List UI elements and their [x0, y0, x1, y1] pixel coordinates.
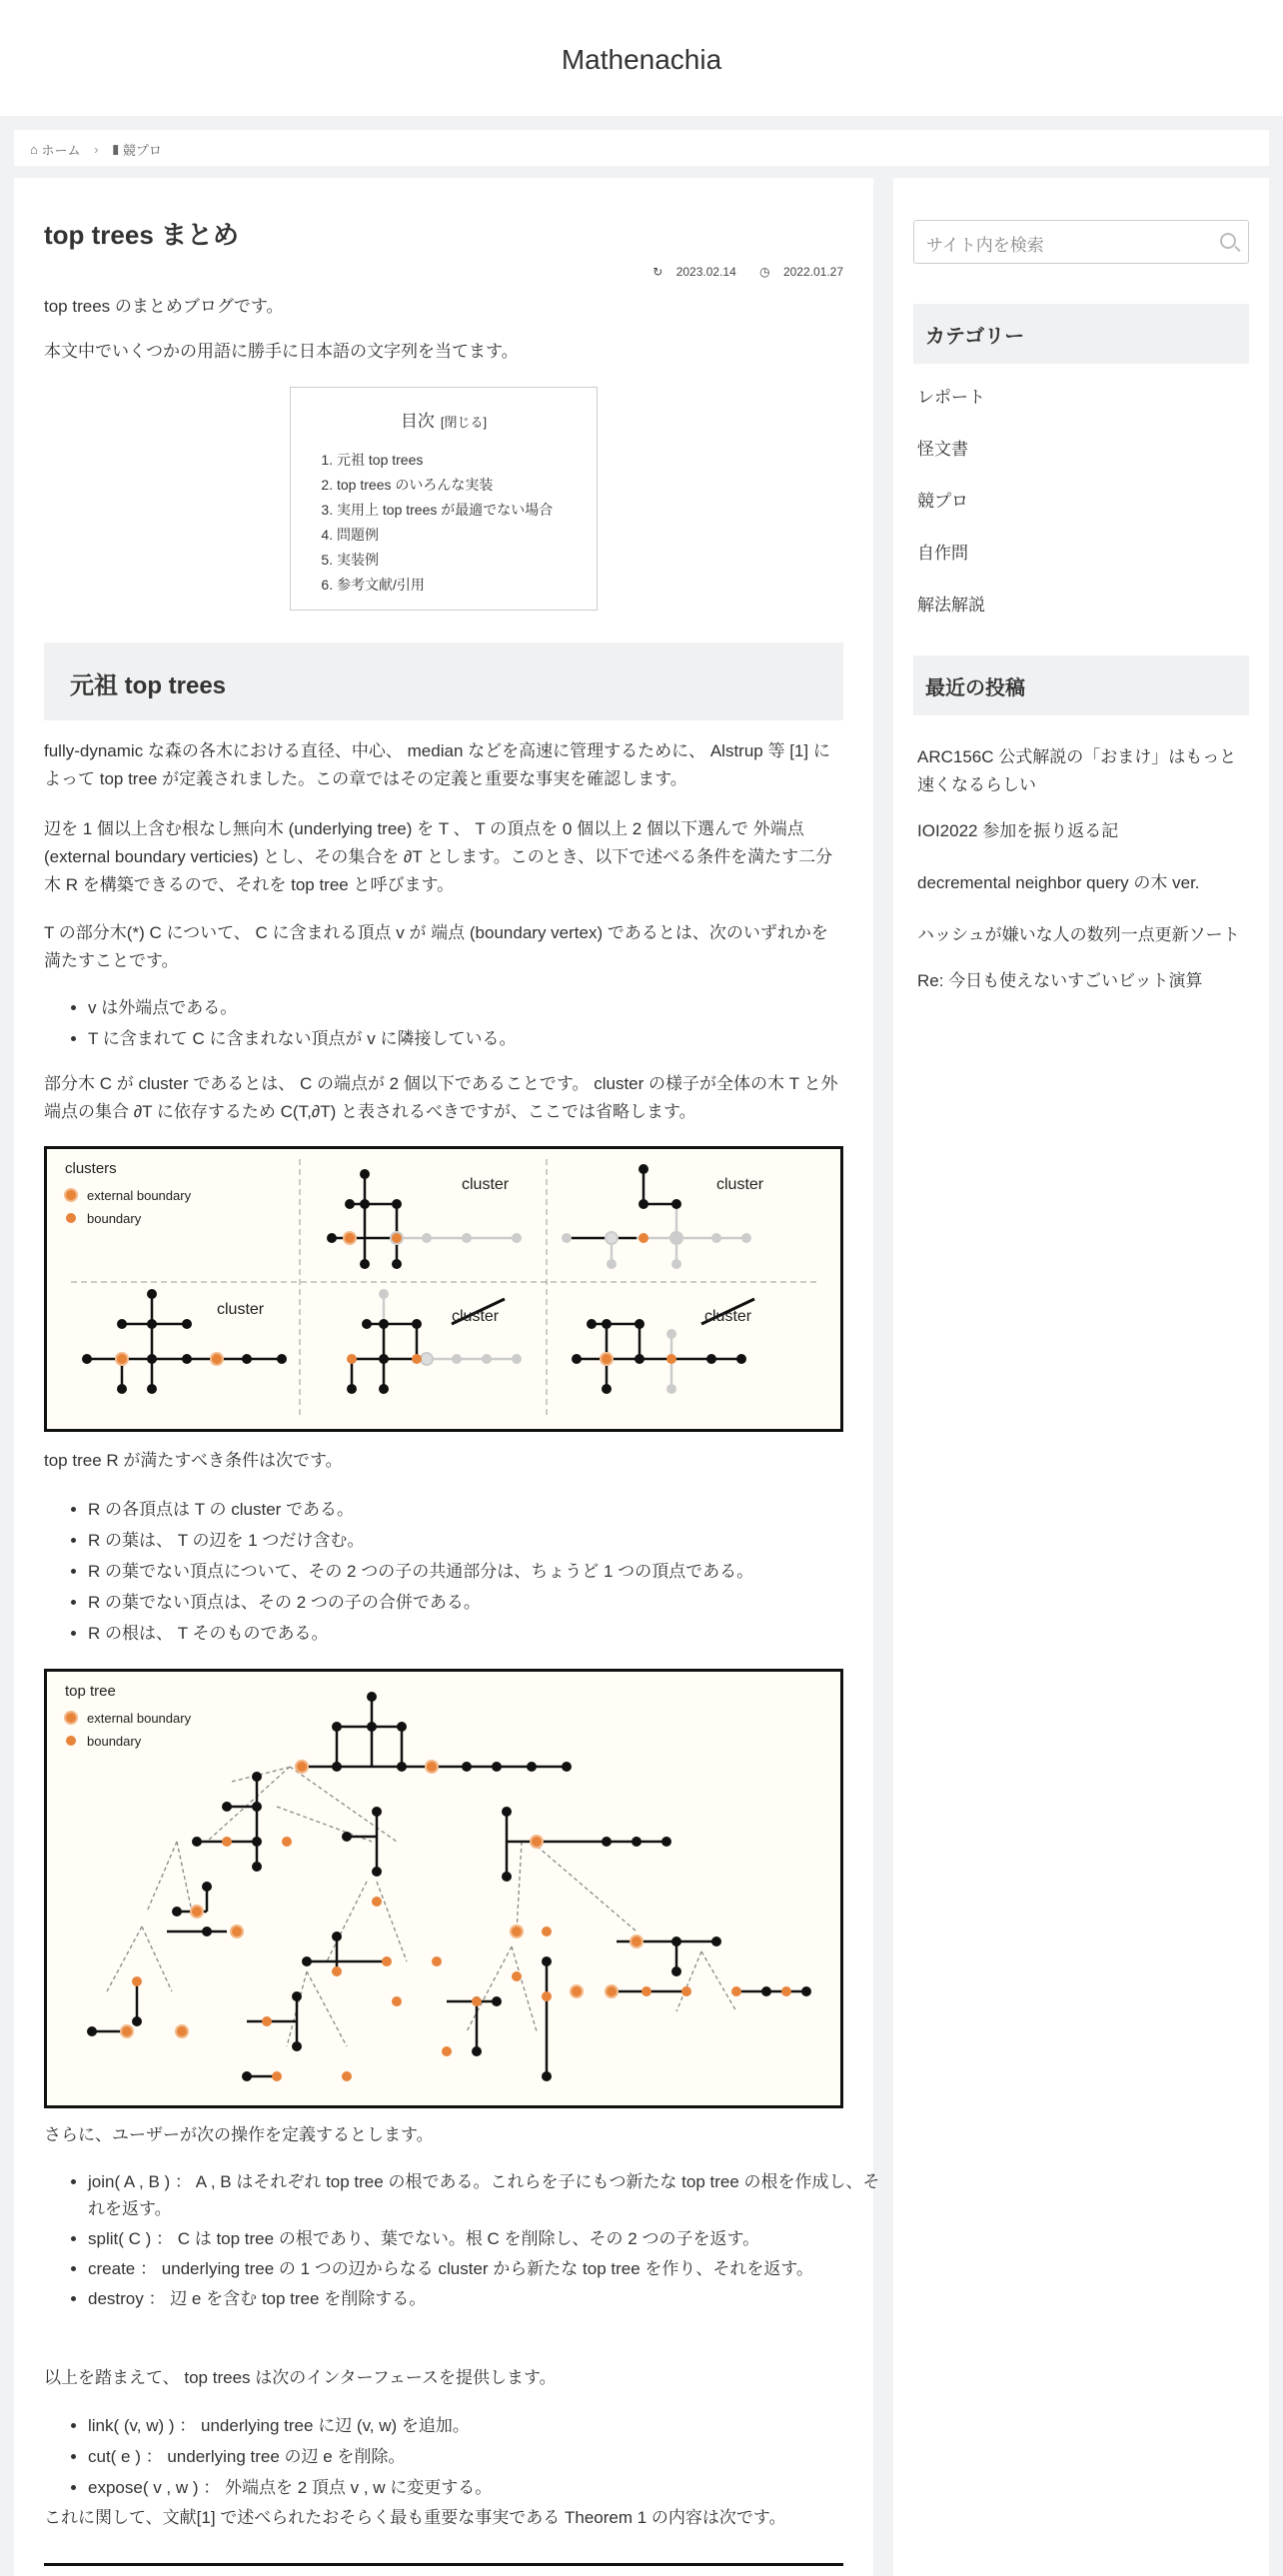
search-input[interactable]: [913, 220, 1249, 264]
published-date: ◷ 2022.01.27: [759, 265, 843, 279]
toc-item[interactable]: 4. 問題例: [337, 523, 597, 548]
toc-item[interactable]: 1. 元祖 top trees: [337, 448, 597, 473]
list-item: • v は外端点である。: [88, 992, 887, 1023]
categories-heading: カテゴリー: [913, 304, 1249, 364]
article-dates: [633, 263, 843, 283]
main-content: [14, 178, 880, 2576]
toc-item[interactable]: 6. 参考文献/引用: [337, 573, 597, 598]
paragraph-1: fully-dynamic な森の各木における直径、中心、 median などを高速に管理するために、 Alstrup 等 [1] によって top tree が定義されました。この章ではその定義と重要な事実を確認します。: [44, 741, 830, 789]
table-of-contents: [290, 387, 598, 611]
legend-external: external boundary: [87, 1188, 192, 1203]
paragraph-5: top tree R が満たすべき条件は次です。: [44, 1451, 343, 1470]
paragraph-4: 部分木 C が cluster であるとは、 C の端点が 2 個以下であることです。 cluster の様子が全体の木 T と外端点の集合 ∂T に依存するため C(T,∂T) と表されるべきですが、ここでは省略します。: [44, 1074, 838, 1122]
category-link[interactable]: レポート: [917, 388, 985, 407]
paragraph-2: 辺を 1 個以上含む根なし無向木 (underlying tree) を T 、 T の頂点を 0 個以上 2 個以下選んで 外端点 (external boundary verticies) とし、その集合を ∂T とします。このとき、以下で述べる条件を満たす二分木 R を構築できるので、それを top tree と呼びます。: [44, 819, 833, 895]
article-title: top trees まとめ: [44, 220, 240, 250]
category-link[interactable]: 怪文書: [917, 440, 968, 459]
cluster-label: cluster: [704, 1308, 752, 1325]
site-title[interactable]: Mathenachia: [561, 44, 722, 75]
breadcrumb-category[interactable]: 競プロ: [122, 143, 162, 158]
toc-toggle[interactable]: [閉じる]: [440, 415, 488, 430]
legend-boundary: boundary: [87, 1734, 142, 1749]
recent-post-link[interactable]: ハッシュが嫌いな人の数列一点更新ソート: [917, 925, 1240, 944]
chevron-right-icon: ›: [94, 142, 99, 157]
list-item: • join( A , B ) ： A , B はそれぞれ top tree の根である。これらを子にもつ新たな top tree の根を作成し、それを返す。: [88, 2168, 887, 2222]
paragraph-3: T の部分木(*) C について、 C に含まれる頂点 v が 端点 (boundary vertex) であるとは、次のいずれかを満たすことです。: [44, 923, 828, 971]
recent-post-link[interactable]: Re: 今日も使えないすごいビット演算: [917, 971, 1203, 990]
toc-item[interactable]: 2. top trees のいろんな実装: [337, 473, 597, 498]
list-item: • create ： underlying tree の 1 つの辺からなる cluster から新たな top tree を作り、それを返す。: [88, 2255, 887, 2282]
breadcrumb: [14, 130, 1269, 166]
clock-icon: ◷: [759, 265, 770, 279]
paragraph-7: 以上を踏まえて、 top trees は次のインターフェースを提供します。: [44, 2368, 557, 2387]
boundary-conditions: [44, 992, 887, 1054]
recent-posts-heading: 最近の投稿: [913, 655, 1249, 715]
section-heading: 元祖 top trees: [44, 643, 843, 720]
category-link[interactable]: 競プロ: [917, 492, 968, 511]
search-placeholder: サイト内を検索: [926, 236, 1044, 255]
folder-icon: ▮: [112, 141, 120, 157]
cluster-label: cluster: [217, 1301, 265, 1318]
list-item: • destroy ： 辺 e を含む top tree を削除する。: [88, 2285, 887, 2312]
search-icon[interactable]: [1220, 233, 1236, 249]
category-link[interactable]: 自作問: [917, 544, 968, 563]
paragraph-6: さらに、ユーザーが次の操作を定義するとします。: [44, 2125, 434, 2144]
legend-external: external boundary: [87, 1711, 192, 1726]
interface-list: [44, 2410, 887, 2503]
top-tree-figure: [44, 1669, 843, 2108]
operations-list: [44, 2168, 887, 2312]
cluster-label: cluster: [452, 1308, 500, 1325]
paragraph-8: これに関して、文献[1] で述べられたおそらく最も重要な事実である Theorem 1 の内容は次です。: [44, 2508, 786, 2527]
intro-2: 本文中でいくつかの用語に勝手に日本語の文字列を当てます。: [44, 342, 519, 361]
recent-post-link[interactable]: decremental neighbor query の木 ver.: [917, 873, 1200, 892]
updated-date: ↻ 2023.02.14: [652, 265, 736, 279]
legend-boundary: boundary: [87, 1211, 142, 1226]
list-item: • T に含まれて C に含まれない頂点が v に隣接している。: [88, 1023, 887, 1054]
figure-title: clusters: [65, 1160, 117, 1177]
list-item: • R の各頂点は T の cluster である。: [88, 1494, 887, 1525]
list-item: • R の葉は、 T の辺を 1 つだけ含む。: [88, 1525, 887, 1556]
breadcrumb-home[interactable]: ホーム: [41, 143, 81, 158]
cluster-label: cluster: [462, 1176, 510, 1193]
clusters-figure: [44, 1146, 843, 1432]
recent-posts-list: [917, 743, 1247, 995]
category-link[interactable]: 解法解説: [917, 596, 985, 615]
toc-title: 目次 [閉じる]: [400, 412, 488, 431]
sidebar: [893, 178, 1269, 2576]
list-item: • R の根は、 T そのものである。: [88, 1618, 887, 1649]
list-item: • cut( e ) ： underlying tree の辺 e を削除。: [88, 2441, 887, 2472]
toc-list: [291, 448, 597, 598]
figure-title: top tree: [65, 1683, 116, 1700]
toc-item[interactable]: 5. 実装例: [337, 548, 597, 573]
list-item: • R の葉でない頂点は、その 2 つの子の合併である。: [88, 1587, 887, 1618]
cluster-label: cluster: [716, 1176, 764, 1193]
toc-item[interactable]: 3. 実用上 top trees が最適でない場合: [337, 498, 597, 523]
recent-post-link[interactable]: ARC156C 公式解説の「おまけ」はもっと速くなるらしい: [917, 747, 1237, 794]
top-tree-conditions: [44, 1494, 887, 1649]
list-item: • split( C ) ： C は top tree の根であり、葉でない。根 C を削除し、その 2 つの子を返す。: [88, 2225, 887, 2252]
list-item: • link( (v, w) ) ： underlying tree に辺 (v, w) を追加。: [88, 2410, 887, 2441]
list-item: • expose( v , w ) ： 外端点を 2 頂点 v , w に変更する。: [88, 2472, 887, 2503]
refresh-icon: ↻: [652, 265, 663, 279]
list-item: • R の葉でない頂点について、その 2 つの子の共通部分は、ちょうど 1 つの頂点である。: [88, 1556, 887, 1587]
intro-1: top trees のまとめブログです。: [44, 297, 284, 316]
home-icon: ⌂: [30, 142, 38, 157]
recent-post-link[interactable]: IOI2022 参加を振り返る記: [917, 821, 1119, 840]
categories-list: [917, 384, 1247, 644]
site-header: [0, 0, 1283, 116]
